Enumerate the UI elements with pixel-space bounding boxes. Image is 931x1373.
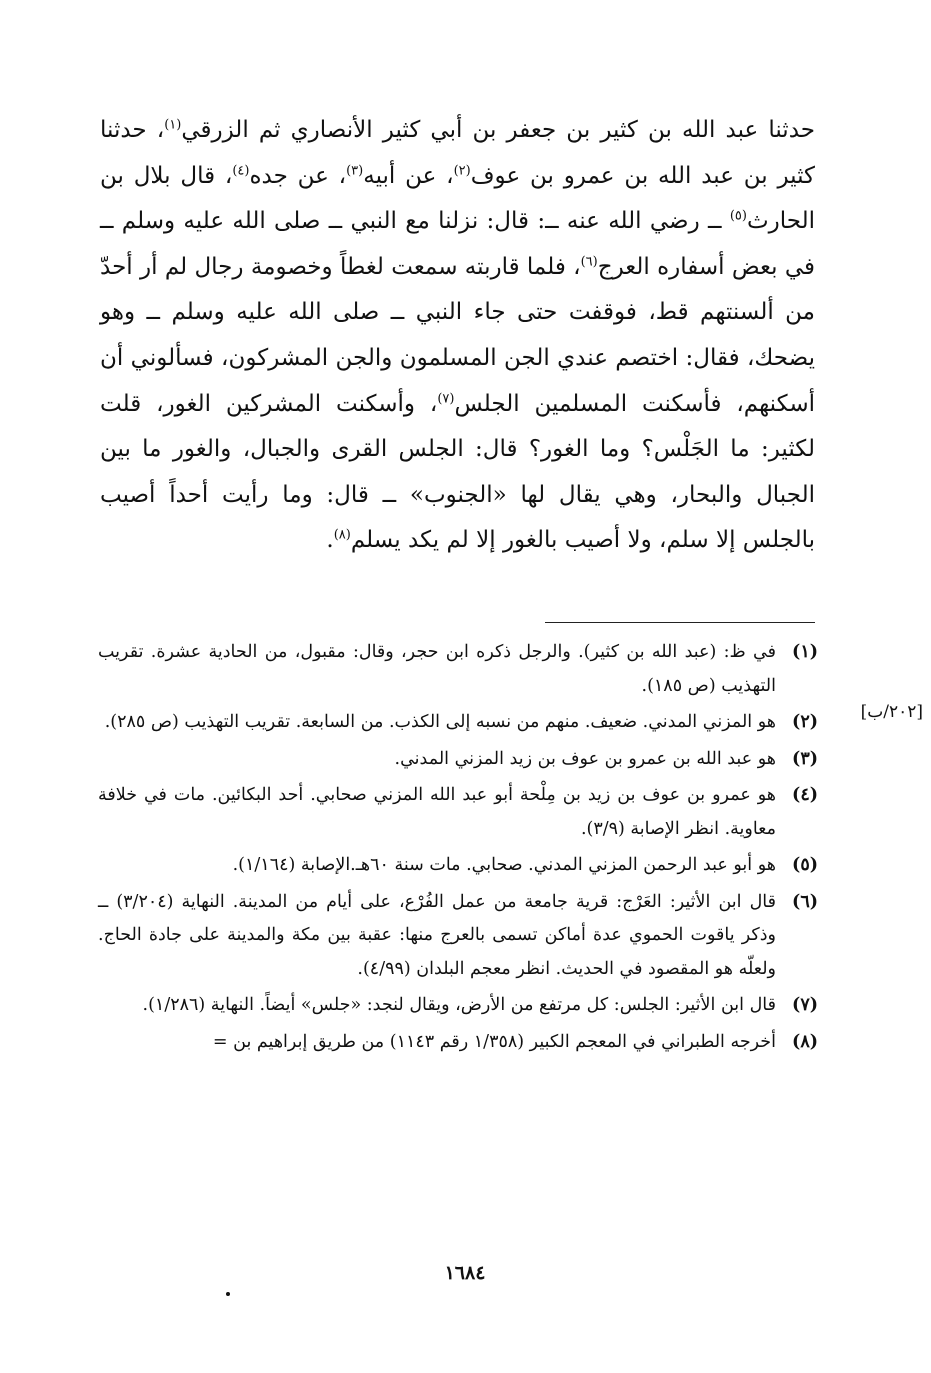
footnote-item — [98, 886, 818, 987]
footnote-item — [98, 989, 818, 1023]
footnote-item — [98, 849, 818, 883]
footnote-number: (٢) — [792, 712, 818, 732]
footnote-text: قال ابن الأثير: العَرْج: قرية جامعة من عمل الفُرْع، على أيام من المدينة. النهاية (٣/٢٠٤) ــ وذكر ياقوت الحموي عدة أماكن تسمى بالعرج منها: عقبة بين مكة والمدينة على جادة الحاج. ولعلّه هو المقصود في الحديث. انظر معجم البلدان (٤/٩٩). — [98, 891, 776, 979]
footnote-ref-1[interactable]: (١) — [164, 117, 182, 133]
footnote-text: هو أبو عبد الرحمن المزني المدني. صحابي. مات سنة ٦٠هـ.الإصابة (١/١٦٤). — [232, 855, 776, 875]
footnote-text: قال ابن الأثير: الجلس: كل مرتفع من الأرض، ويقال لنجد: «جلس» أيضاً. النهاية (١/٢٨٦). — [142, 995, 776, 1015]
page-number: ١٦٨٤ — [444, 1262, 486, 1284]
text-segment: ، عن جده — [249, 162, 347, 189]
text-segment: . — [326, 527, 334, 554]
footnote-ref-7[interactable]: (٧) — [437, 390, 455, 406]
footnote-number: (١) — [792, 642, 818, 662]
footnote-number: (٤) — [792, 785, 818, 805]
footnote-ref-3[interactable]: (٣) — [346, 162, 364, 178]
footnote-text: هو المزني المدني. ضعيف. منهم من نسبه إلى الكذب. من السابعة. تقريب التهذيب (ص ٢٨٥). — [104, 712, 776, 732]
text-segment: حدثنا عبد الله بن كثير بن جعفر بن أبي كثير الأنصاري ثم الزرقي — [181, 117, 816, 143]
footnote-number: (٦) — [792, 891, 818, 912]
footnote-text: في ظ: (عبد الله بن كثير). والرجل ذكره ابن حجر، وقال: مقبول، من الحادية عشرة. تقريب التهذيب (ص ١٨٥). — [98, 642, 776, 696]
text-segment: ، فلما قاربته سمعت لغطاً وخصومة رجال لم أر أحدّ من ألسنتهم قط، فوقفت حتى جاء النبي ــ صلى الله عليه وسلم ــ وهو يضحك، فقال: اختصم عندي الجن المسلمون والجن المشركون، فسألوني أن أسكنهم، فأسكنت المسلمين الجلس — [100, 253, 815, 417]
footnote-item — [98, 706, 818, 740]
hadith-text — [100, 108, 815, 564]
footnote-text: أخرجه الطبراني في المعجم الكبير (١/٣٥٨ رقم ١١٤٣) من طريق إبراهيم بن = — [212, 1031, 776, 1052]
footnote-ref-8[interactable]: (٨) — [333, 527, 351, 543]
text-segment: ، عن أبيه — [363, 162, 454, 189]
footnote-number: (٣) — [792, 748, 818, 769]
text-segment: ــ رضي الله عنه ــ: قال: نزلنا مع النبي ــ صلى الله عليه وسلم ــ في بعض أسفاره العرج — [100, 208, 816, 280]
text-segment: ، حدثنا كثير بن عبد الله بن عمرو بن عوف — [100, 117, 815, 189]
footnote-number: (٧) — [792, 995, 818, 1015]
scan-speck — [226, 1292, 230, 1296]
footnote-number: (٨) — [792, 1031, 818, 1052]
footnote-item — [98, 779, 818, 846]
footnote-ref-4[interactable]: (٤) — [232, 162, 250, 178]
manuscript-folio-marker: [٢٠٢/ب] — [860, 702, 923, 722]
footnote-ref-6[interactable]: (٦) — [580, 254, 598, 270]
footnote-ref-5[interactable]: (٥) — [729, 208, 747, 224]
footnote-item — [98, 636, 818, 703]
footnote-divider — [545, 622, 815, 623]
text-segment: ، وأسكنت المشركين الغور، قلت لكثير: ما الجَلْس؟ وما الغور؟ قال: الجلس القرى والجبال، والغور ما بين الجبال والبحار، وهي يقال لها «الجنوب» ــ قال: وما رأيت أحداً أصيب بالجلس إلا سلم، ولا أصيب بالغور إلا لم يكد يسلم — [100, 390, 815, 554]
footnote-text: هو عبد الله بن عمرو بن عوف بن زيد المزني المدني. — [394, 748, 776, 769]
footnote-item — [98, 1026, 818, 1060]
footnotes-list — [98, 636, 818, 1062]
footnote-ref-2[interactable]: (٢) — [453, 162, 471, 178]
footnote-text: هو عمرو بن عوف بن زيد بن مِلْحة أبو عبد الله المزني صحابي. أحد البكائين. مات في خلافة معاوية. انظر الإصابة (٣/٩). — [98, 785, 776, 839]
footnote-number: (٥) — [792, 855, 818, 875]
footnote-item — [98, 743, 818, 777]
text-segment: ، قال بلال بن الحارث — [100, 162, 815, 235]
